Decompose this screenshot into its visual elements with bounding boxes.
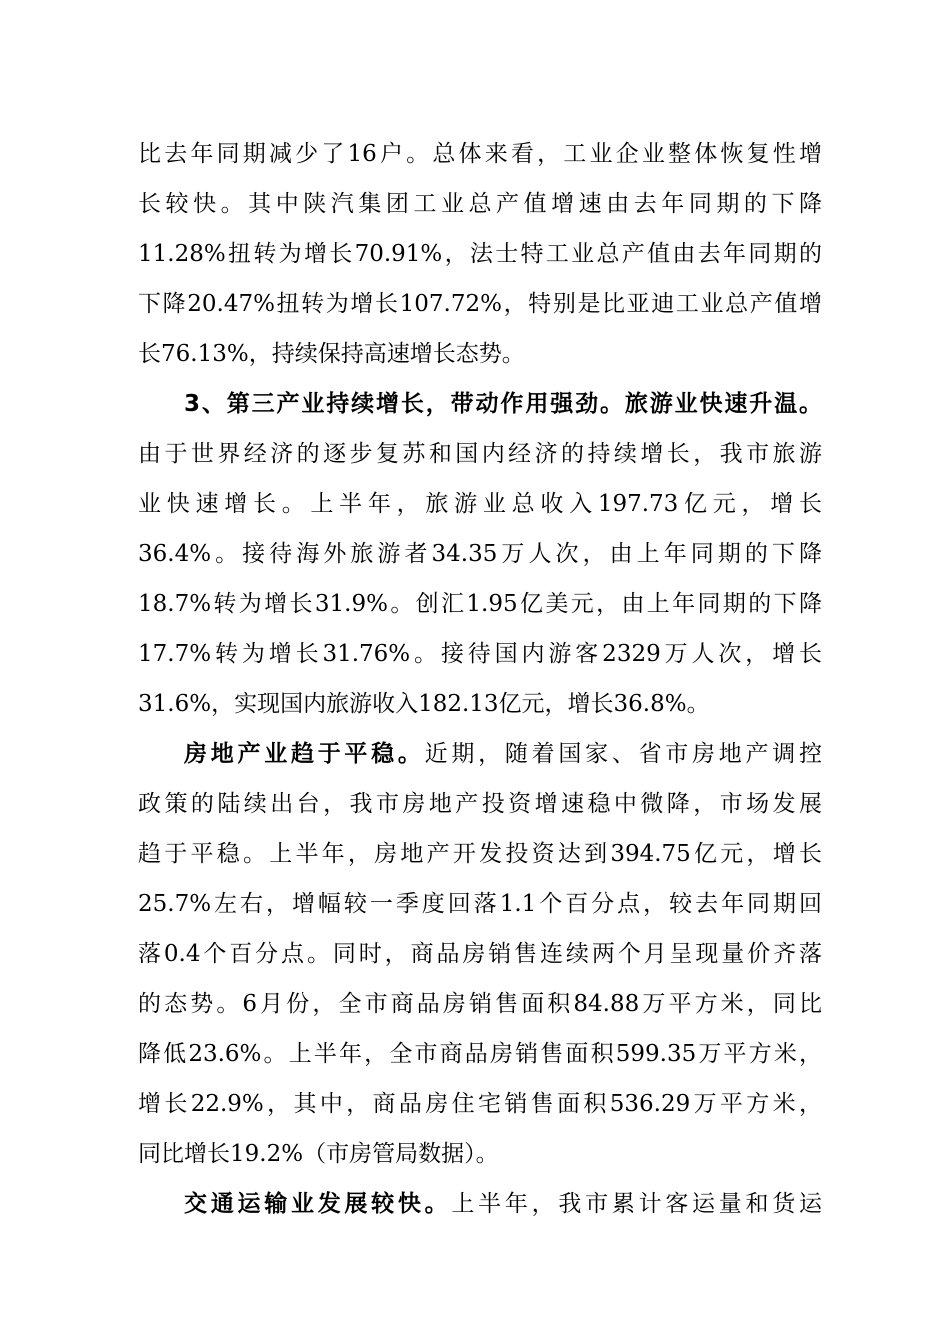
paragraph-tertiary-industry [138, 379, 822, 729]
document-page [138, 129, 822, 1229]
text-line: 18.7%转为增长31.9%。创汇1.95亿美元，由上年同期的下降 [138, 591, 822, 617]
text-line: 业快速增长。上半年，旅游业总收入197.73亿元，增长 [138, 491, 822, 517]
inline-text: 上半年，我市累计客运量和货运 [451, 1191, 822, 1217]
inline-heading: 交通运输业发展较快。 [184, 1191, 452, 1217]
inline-text: 近期，随着国家、省市房地产调控 [424, 741, 822, 767]
text-line-with-heading [138, 729, 822, 779]
text-line: 同比增长19.2%（市房管局数据）。 [138, 1141, 499, 1167]
text-line: 降低23.6%。上半年，全市商品房销售面积599.35万平方米， [138, 1041, 822, 1067]
text-line: 长76.13%，持续保持高速增长态势。 [138, 341, 525, 367]
text-line: 的态势。6月份，全市商品房销售面积84.88万平方米，同比 [138, 991, 822, 1017]
paragraph-industry-continuation [138, 129, 822, 379]
text-line-with-heading [138, 1179, 822, 1229]
text-line: 36.4%。接待海外旅游者34.35万人次，由上年同期的下降 [138, 541, 822, 567]
text-line: 长较快。其中陕汽集团工业总产值增速由去年同期的下降 [138, 191, 822, 217]
text-line: 政策的陆续出台，我市房地产投资增速稳中微降，市场发展 [138, 791, 822, 817]
text-line: 趋于平稳。上半年，房地产开发投资达到394.75亿元，增长 [138, 841, 822, 867]
inline-heading: 房地产业趋于平稳。 [184, 741, 425, 767]
text-line: 31.6%，实现国内旅游收入182.13亿元，增长36.8%。 [138, 691, 710, 717]
paragraph-transportation [138, 1179, 822, 1229]
text-line: 由于世界经济的逐步复苏和国内经济的持续增长，我市旅游 [138, 441, 822, 467]
text-line: 25.7%左右，增幅较一季度回落1.1个百分点，较去年同期回 [138, 891, 822, 917]
text-line: 落0.4个百分点。同时，商品房销售连续两个月呈现量价齐落 [138, 941, 822, 967]
text-line: 下降20.47%扭转为增长107.72%，特别是比亚迪工业总产值增 [138, 291, 822, 317]
paragraph-real-estate [138, 729, 822, 1179]
text-line: 11.28%扭转为增长70.91%，法士特工业总产值由去年同期的 [138, 241, 822, 267]
text-line: 增长22.9%，其中，商品房住宅销售面积536.29万平方米， [138, 1091, 822, 1117]
text-line: 比去年同期减少了16户。总体来看，工业企业整体恢复性增 [138, 141, 822, 167]
section-heading: 3、第三产业持续增长，带动作用强劲。旅游业快速升温。 [184, 391, 822, 417]
text-line: 17.7%转为增长31.76%。接待国内游客2329万人次，增长 [138, 641, 822, 667]
